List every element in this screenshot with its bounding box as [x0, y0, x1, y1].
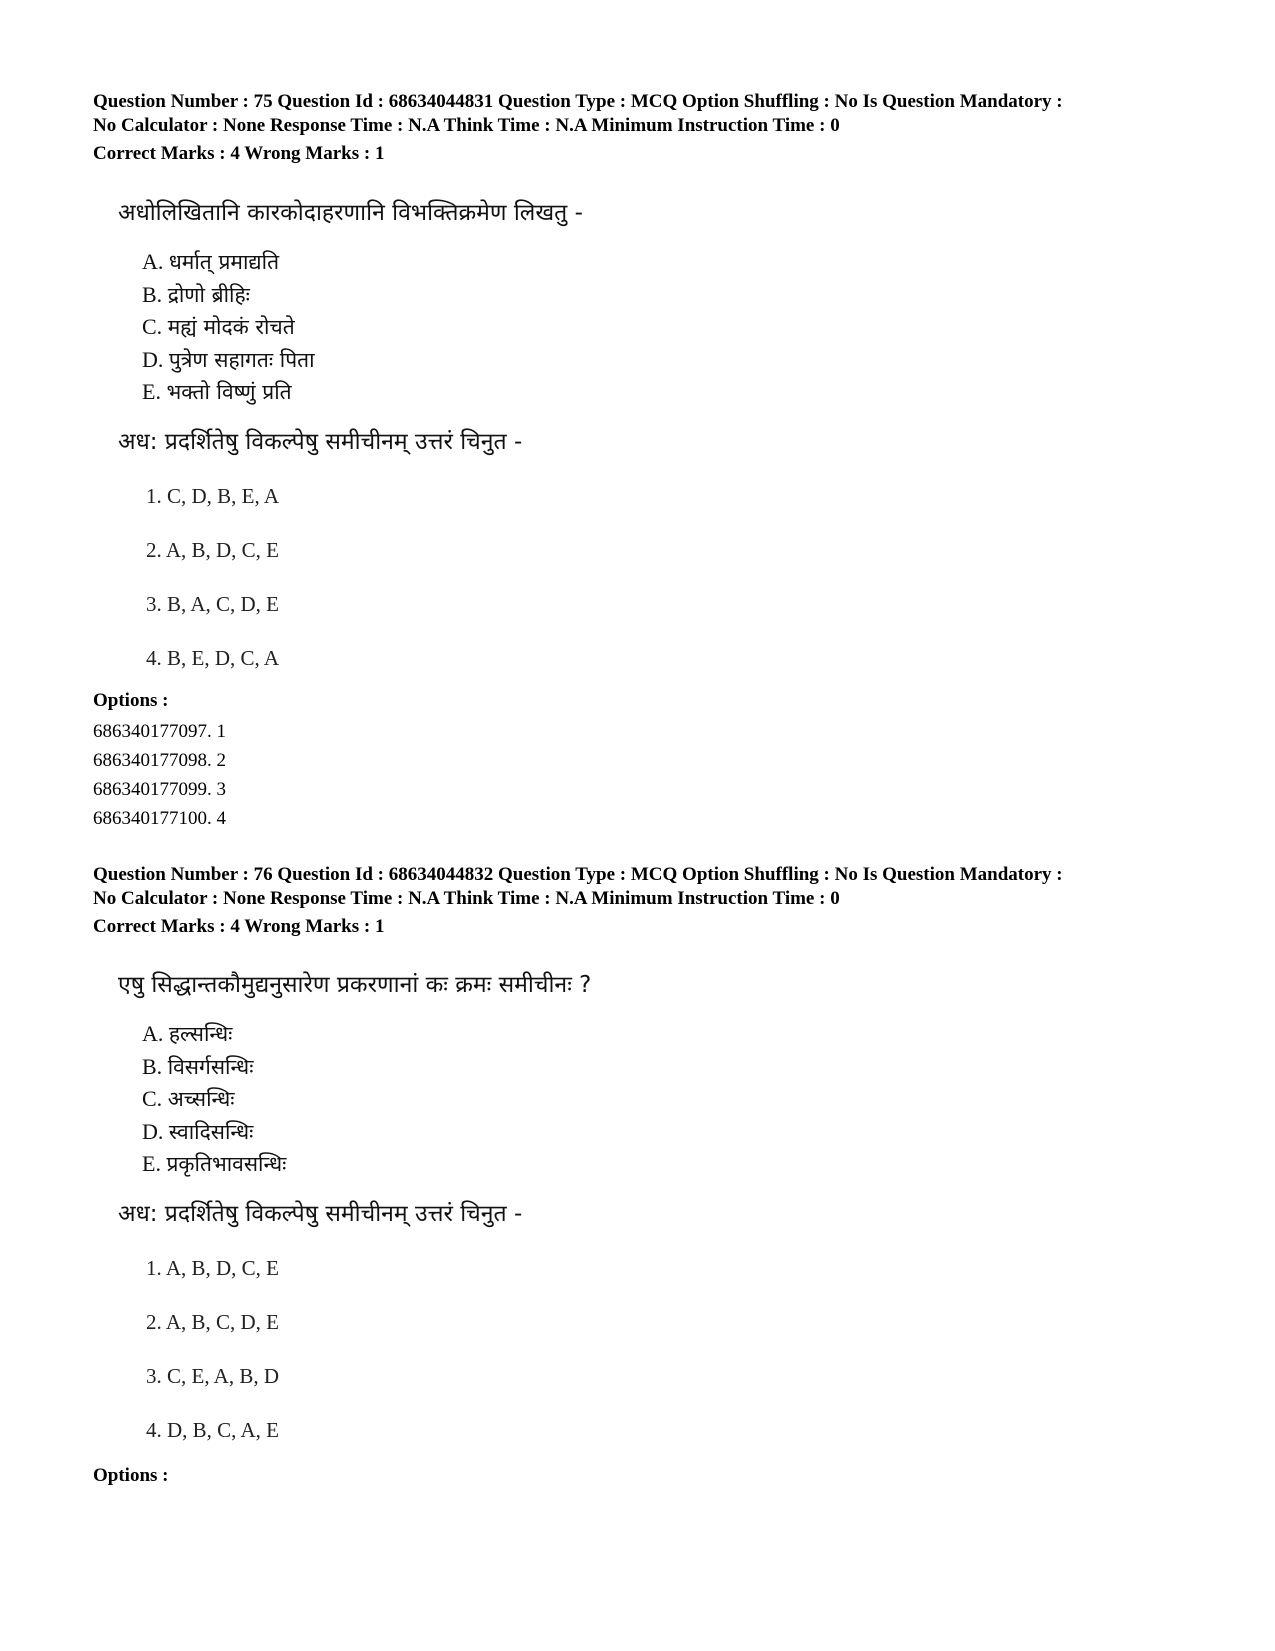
- marks-line-75: [93, 142, 1213, 166]
- item-list: [118, 1018, 818, 1181]
- options-label: Options :: [93, 690, 169, 711]
- answer-choice: 3. B, A, C, D, E: [146, 591, 280, 616]
- answer-choice: 4. B, E, D, C, A: [146, 645, 280, 670]
- option-id: 686340177099. 3: [93, 779, 226, 800]
- marks-text: Correct Marks : 4 Wrong Marks : 1: [93, 143, 385, 164]
- list-item: E. भक्तो विष्णुं प्रति: [142, 379, 292, 404]
- option-id: 686340177100. 4: [93, 808, 226, 829]
- marks-text: Correct Marks : 4 Wrong Marks : 1: [93, 916, 385, 937]
- list-item: E. प्रकृतिभावसन्धिः: [142, 1151, 287, 1176]
- question-meta-line2: No Calculator : None Response Time : N.A Think Time : N.A Minimum Instruction Time : 0: [93, 115, 840, 136]
- list-item: B. विसर्गसन्धिः: [142, 1053, 254, 1079]
- question-meta-line2: No Calculator : None Response Time : N.A Think Time : N.A Minimum Instruction Time : 0: [93, 888, 840, 909]
- answer-instruction: अध: प्रदर्शितेषु विकल्पेषु समीचीनम् उत्तरं चिनुत -: [118, 1200, 523, 1227]
- option-id: 686340177097. 1: [93, 721, 226, 742]
- options-label: Options :: [93, 1465, 169, 1486]
- list-item: D. स्वादिसन्धिः: [142, 1118, 254, 1144]
- options-section-76: [93, 1464, 1213, 1488]
- question-stem: अधोलिखितानि कारकोदाहरणानि विभक्तिक्रमेण लिखतु -: [118, 200, 583, 226]
- answer-choice-list: [118, 1241, 818, 1457]
- list-item: C. मह्यं मोदकं रोचते: [142, 314, 295, 339]
- answer-choice: 3. C, E, A, B, D: [146, 1363, 280, 1388]
- question-body-75: [118, 198, 818, 685]
- answer-choice-list: [118, 469, 818, 685]
- question-meta-line1: Question Number : 76 Question Id : 68634044832 Question Type : MCQ Option Shuffling : No Is Question Mandatory :: [93, 864, 1063, 885]
- question-body-76: [118, 970, 818, 1457]
- answer-choice: 1. C, D, B, E, A: [146, 483, 280, 508]
- list-item: A. धर्मात् प्रमाद्यति: [142, 249, 280, 274]
- answer-choice: 4. D, B, C, A, E: [146, 1417, 280, 1442]
- list-item: D. पुत्रेण सहागतः पिता: [142, 346, 315, 372]
- list-item: C. अच्सन्धिः: [142, 1086, 235, 1111]
- question-header-75: [93, 90, 1213, 138]
- option-id-list: [93, 717, 1213, 833]
- question-stem: एषु सिद्धान्तकौमुद्यनुसारेण प्रकरणानां कः क्रमः समीचीनः ?: [118, 972, 592, 998]
- answer-instruction: अध: प्रदर्शितेषु विकल्पेषु समीचीनम् उत्तरं चिनुत -: [118, 428, 523, 455]
- marks-line-76: [93, 915, 1213, 939]
- list-item: B. द्रोणो ब्रीहिः: [142, 281, 250, 307]
- list-item: A. हल्सन्धिः: [142, 1021, 233, 1046]
- item-list: [118, 246, 818, 409]
- answer-choice: 2. A, B, C, D, E: [146, 1309, 280, 1334]
- options-section-75: [93, 689, 1213, 833]
- option-id: 686340177098. 2: [93, 750, 226, 771]
- question-meta-line1: Question Number : 75 Question Id : 68634044831 Question Type : MCQ Option Shuffling : No Is Question Mandatory :: [93, 91, 1063, 112]
- answer-choice: 1. A, B, D, C, E: [146, 1255, 280, 1280]
- answer-choice: 2. A, B, D, C, E: [146, 537, 280, 562]
- question-header-76: [93, 863, 1213, 911]
